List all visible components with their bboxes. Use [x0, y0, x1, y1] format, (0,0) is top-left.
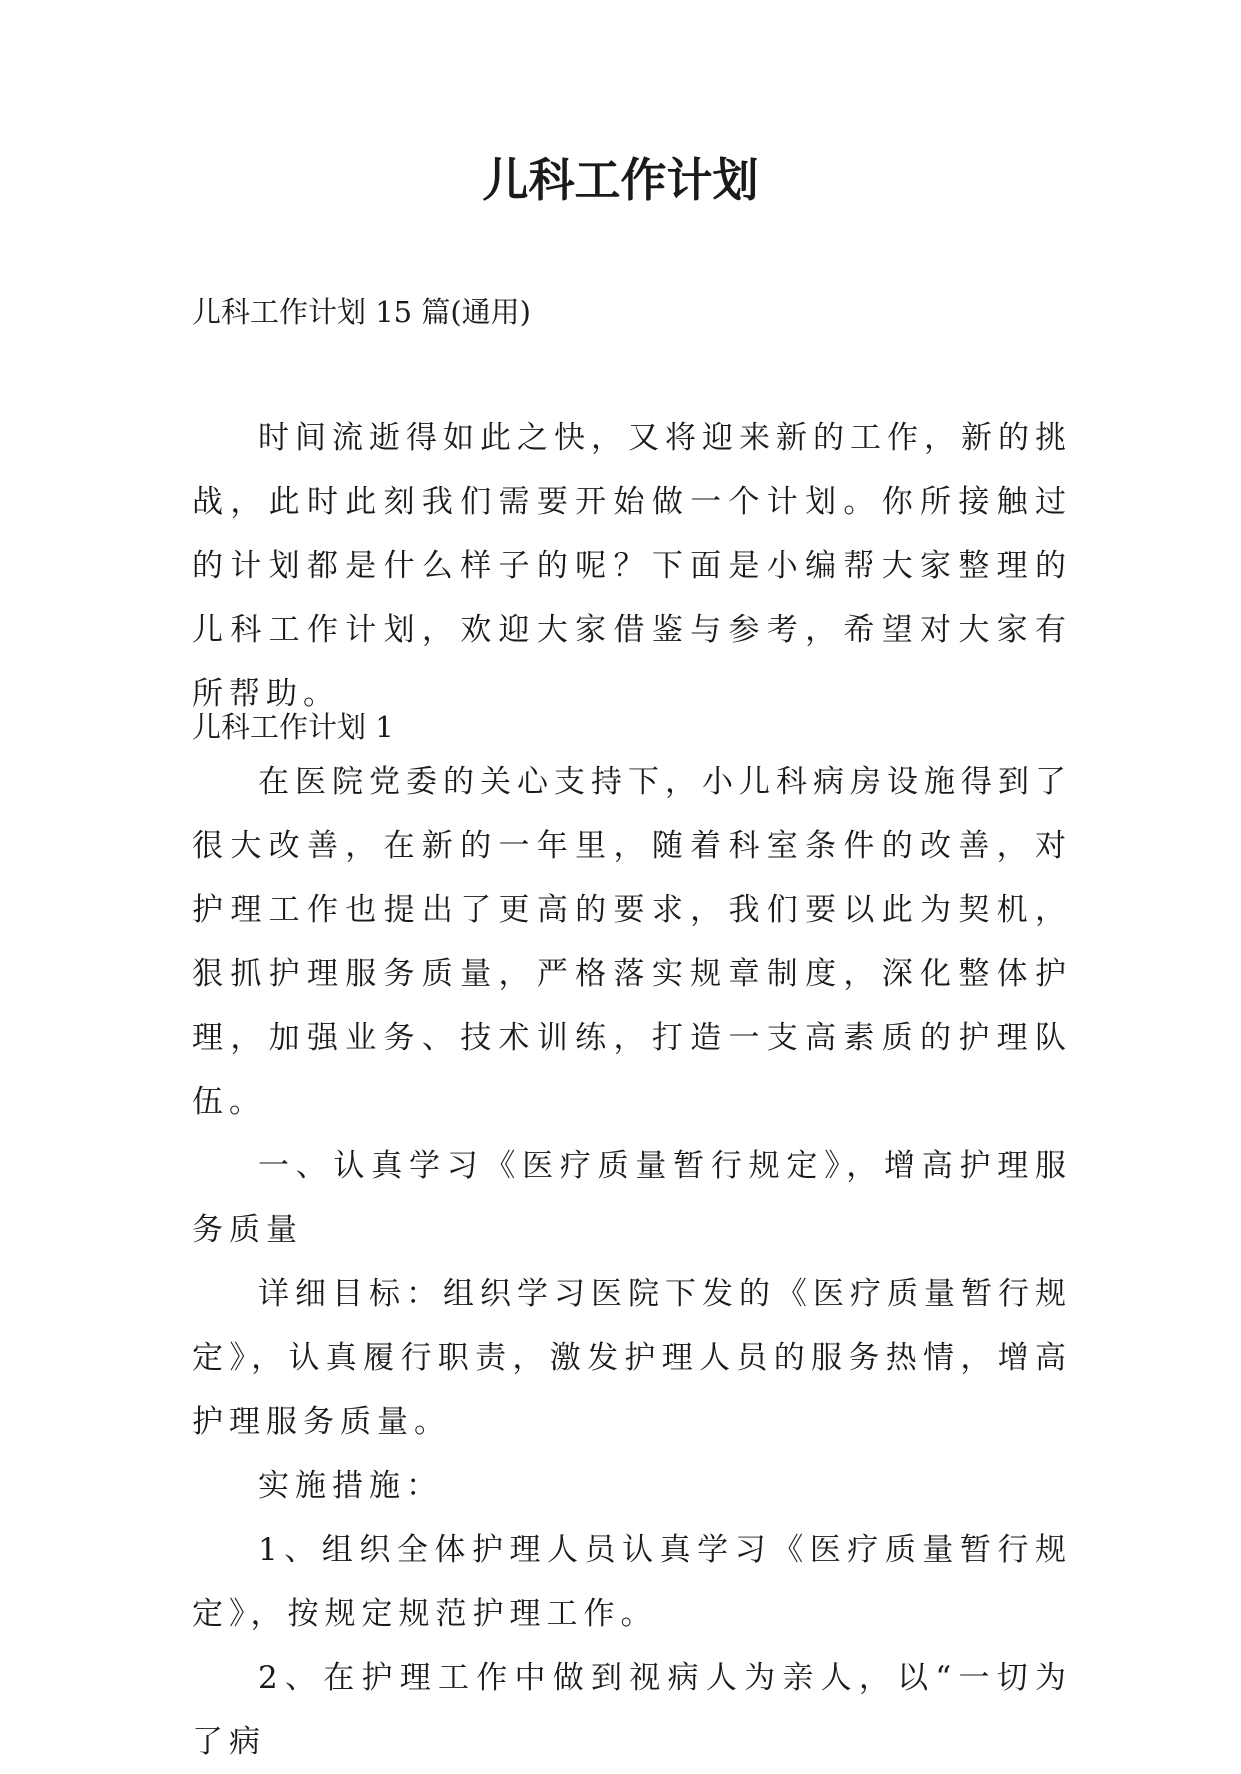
body-paragraph: 实施措施： [258, 1468, 443, 1504]
document-title: 儿科工作计划 [482, 153, 759, 207]
body-paragraph: 在医院党委的关心支持下，小儿科病房设施得到了很大改善，在新的一年里，随着科室条件的改善，对护理工作也提出了更高的要求，我们要以此为契机，狠抓护理服务质量，严格落实规章制度，深化整体护理，加强业务、技术训练，打造一支高素质的护理队伍。 [192, 764, 1072, 1120]
body-paragraph: 一、认真学习《医疗质量暂行规定》，增高护理服务质量 [192, 1148, 1072, 1248]
section-heading-1 [192, 705, 1072, 749]
document-subtitle: 儿科工作计划 15 篇(通用) [192, 295, 531, 329]
body-paragraph: 1、组织全体护理人员认真学习《医疗质量暂行规定》，按规定规范护理工作。 [192, 1532, 1072, 1632]
intro-section [192, 406, 1072, 726]
section-heading-label: 儿科工作计划 1 [192, 710, 394, 744]
section-body-1 [192, 750, 1072, 1774]
body-paragraph: 2、在护理工作中做到视病人为亲人，以“一切为了病 [192, 1660, 1072, 1760]
body-paragraph: 详细目标：组织学习医院下发的《医疗质量暂行规定》，认真履行职责，激发护理人员的服务热情，增高护理服务质量。 [192, 1276, 1072, 1440]
intro-paragraph: 时间流逝得如此之快，又将迎来新的工作，新的挑战，此时此刻我们需要开始做一个计划。你所接触过的计划都是什么样子的呢？下面是小编帮大家整理的儿科工作计划，欢迎大家借鉴与参考，希望对大家有所帮助。 [192, 420, 1072, 712]
